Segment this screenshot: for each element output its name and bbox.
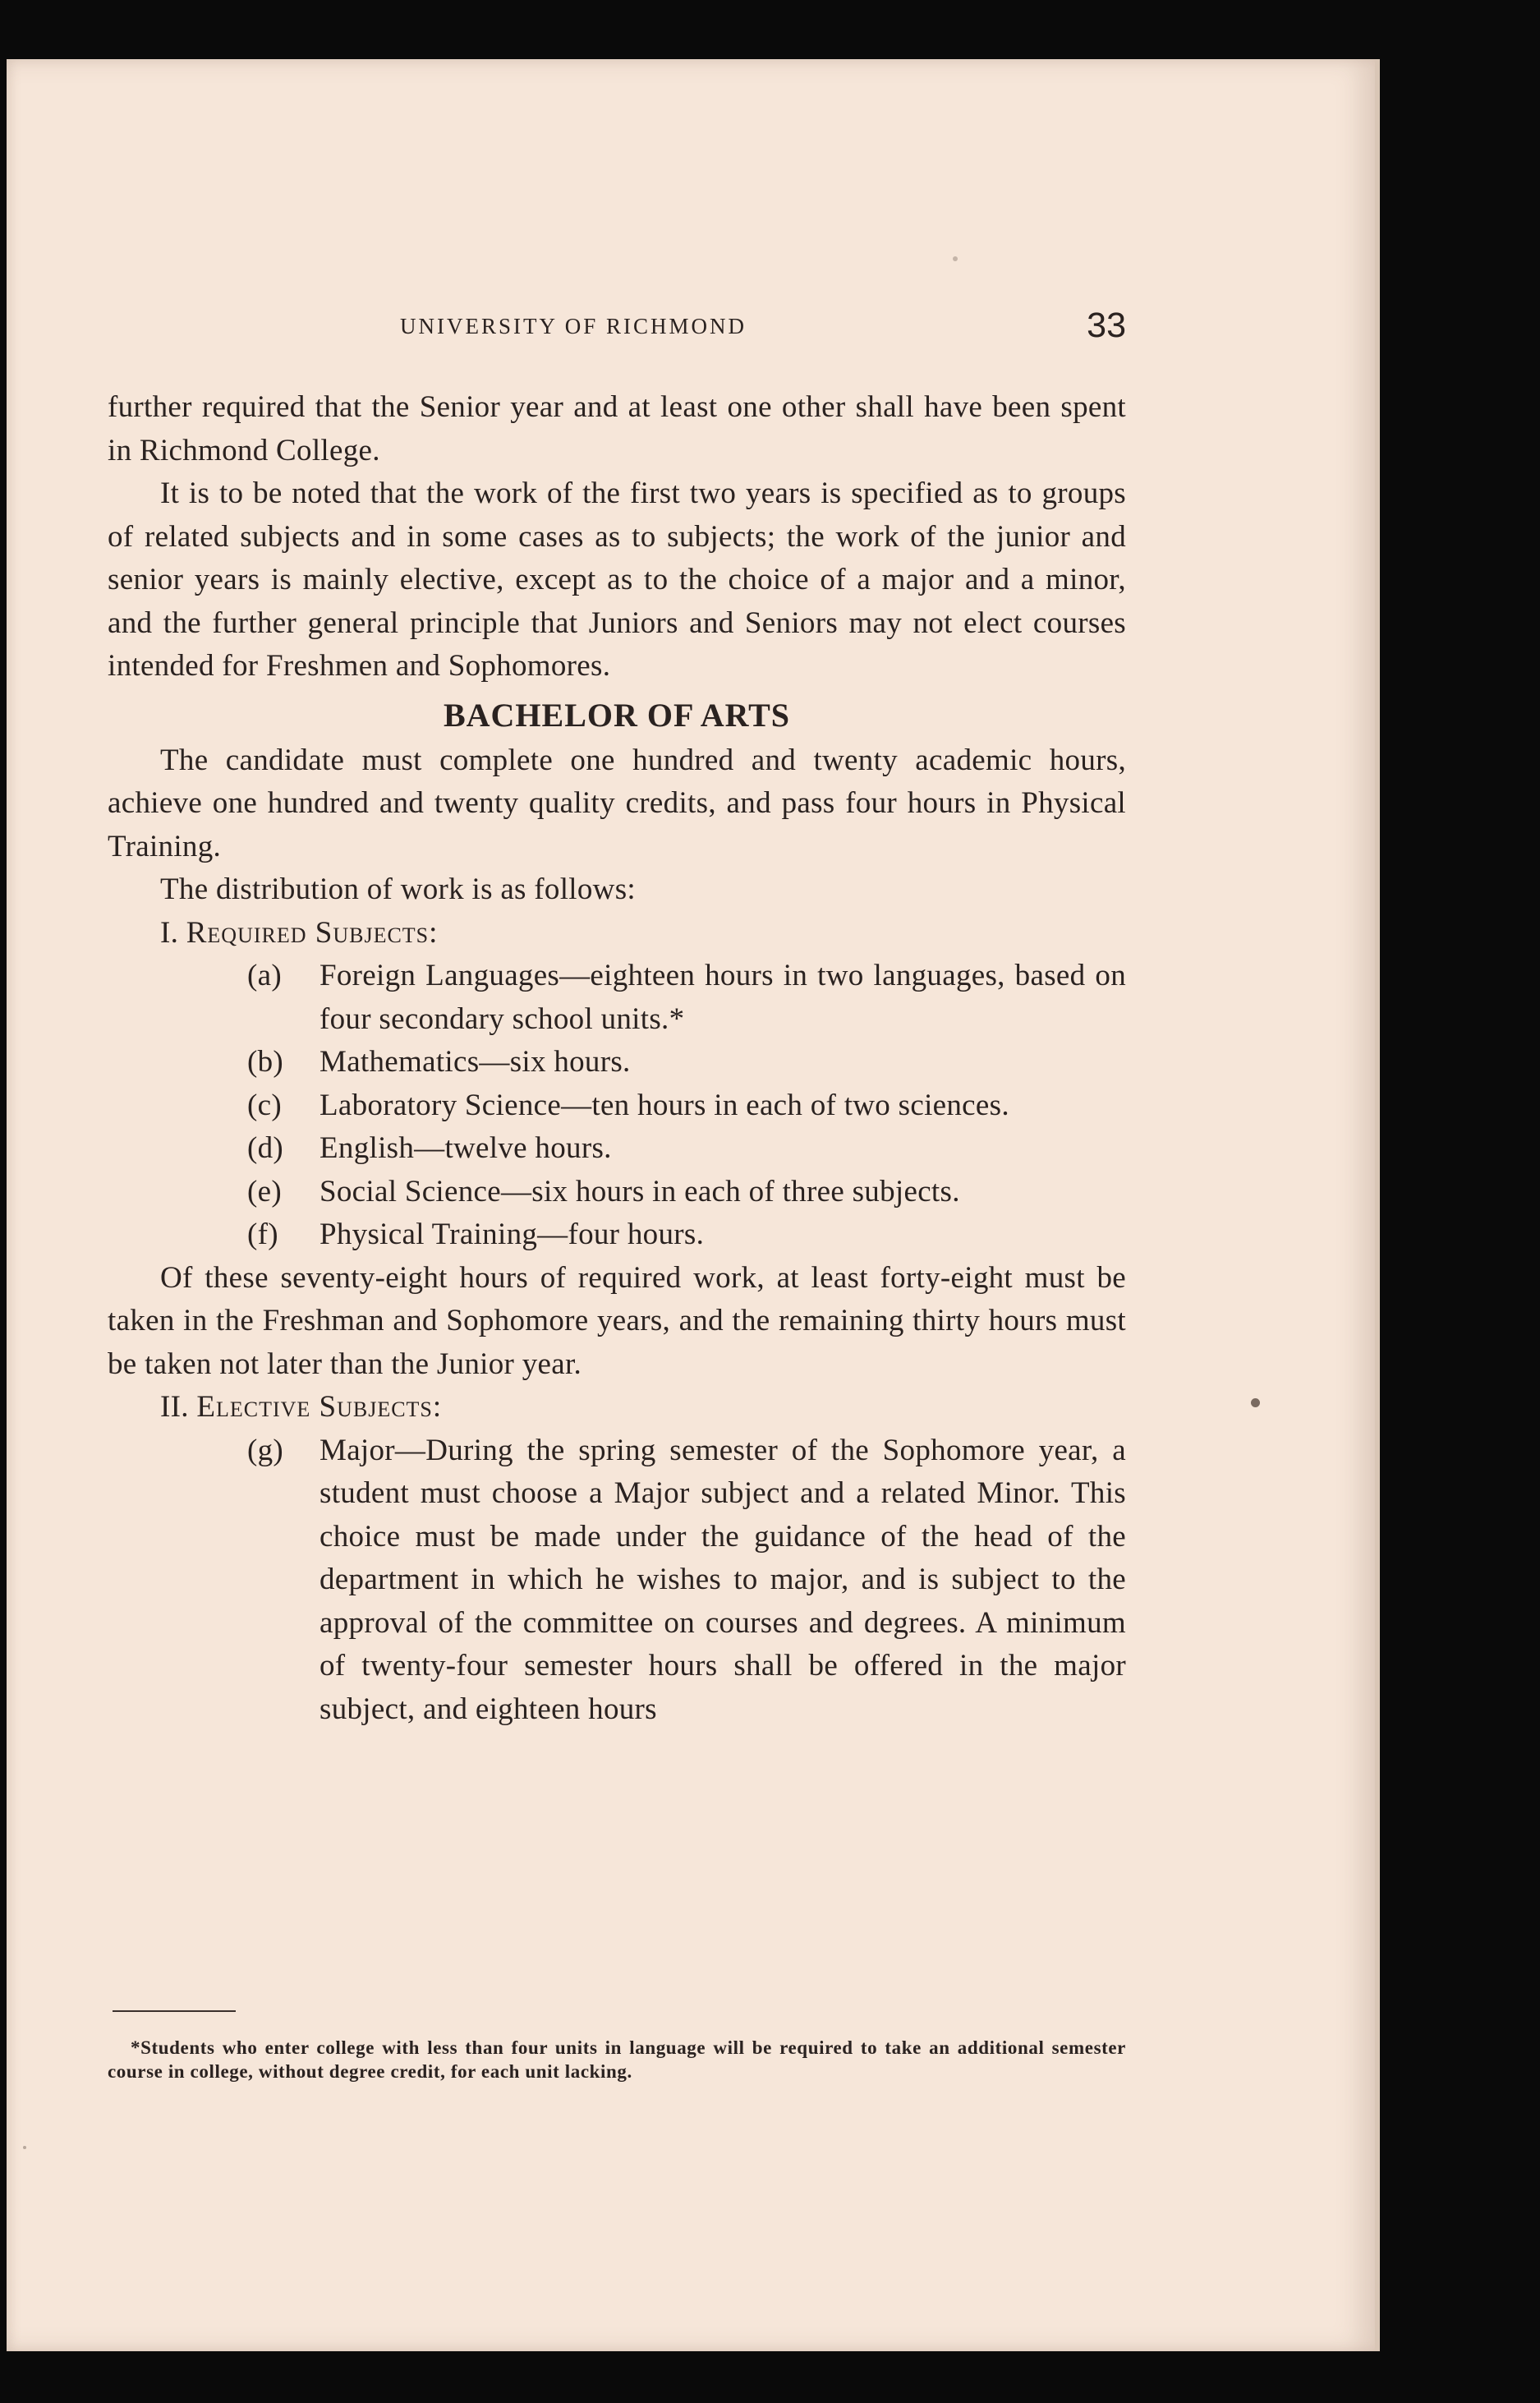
- running-title: UNIVERSITY OF RICHMOND: [400, 314, 747, 338]
- item-text: English—twelve hours.: [319, 1131, 612, 1165]
- list-item: [108, 1213, 1126, 1257]
- item-label: (g): [247, 1433, 284, 1467]
- item-text: Social Science—six hours in each of three subjects.: [319, 1174, 960, 1208]
- item-label: (c): [247, 1088, 282, 1122]
- item-text: Physical Training—four hours.: [319, 1218, 705, 1251]
- item-label: (e): [247, 1174, 282, 1208]
- section-colon: :: [432, 1390, 442, 1424]
- list-item: [108, 955, 1126, 1041]
- list-item: [108, 1041, 1126, 1084]
- list-item: [108, 1084, 1126, 1128]
- paragraph-continued: further required that the Senior year and at least one other shall have been spent in Richmond College.: [108, 390, 1126, 467]
- section-colon: :: [429, 915, 438, 950]
- running-head: [108, 306, 1126, 371]
- paragraph-summary: Of these seventy-eight hours of required work, at least forty-eight must be taken in the Freshman and Sophomore years, and the remaining thirty hours must be taken not later than the Junior year.: [108, 1260, 1126, 1381]
- list-item: [108, 1429, 1126, 1732]
- book-page: [7, 59, 1380, 2351]
- footnote: *Students who enter college with less than four units in language will be required to take an additional semester course in college, without degree credit, for each unit lacking.: [108, 2037, 1126, 2082]
- item-text: Laboratory Science—ten hours in each of two sciences.: [319, 1088, 1009, 1122]
- page-number: 33: [1087, 306, 1126, 345]
- item-label: (f): [247, 1218, 278, 1251]
- item-text: Mathematics—six hours.: [319, 1045, 631, 1079]
- footnote-rule: [113, 2010, 236, 2012]
- section-elective-title: [108, 1386, 1126, 1429]
- paragraph-requirements: The candidate must complete one hundred and twenty academic hours, achieve one hundred and twenty quality credits, and pass four hours in Physical Training.: [108, 743, 1126, 863]
- paragraph-distribution: The distribution of work is as follows:: [160, 872, 636, 906]
- section-heading: BACHELOR OF ARTS: [443, 696, 791, 734]
- item-label: (d): [247, 1131, 284, 1165]
- item-label: (a): [247, 959, 282, 992]
- item-text: Foreign Languages—eighteen hours in two languages, based on four secondary school units.*: [319, 959, 1126, 1036]
- list-item: [108, 1171, 1126, 1214]
- item-text: Major—During the spring semester of the Sophomore year, a student must choose a Major subject and a related Minor. This choice must be made under the guidance of the head of the department in which he wishes to major, and is subject to the approval of the committee on courses and degrees. A minimum of twenty-four semester hours shall be offered in the major subject, and eighteen hours: [319, 1433, 1126, 1726]
- page-body: [108, 386, 1126, 1731]
- item-label: (b): [247, 1045, 284, 1079]
- section-title: Elective Subjects: [196, 1390, 433, 1424]
- section-number: II.: [160, 1390, 189, 1424]
- paragraph-note: It is to be noted that the work of the first two years is specified as to groups of related subjects and in some cases as to subjects; the work of the junior and senior years is mainly elective, except as to the choice of a major and a minor, and the further general principle that Juniors and Seniors may not elect courses intended for Freshmen and Sophomores.: [108, 476, 1126, 683]
- section-required-title: [108, 912, 1126, 955]
- section-title: Required Subjects: [186, 915, 430, 950]
- section-number: I.: [160, 915, 179, 950]
- list-item: [108, 1127, 1126, 1171]
